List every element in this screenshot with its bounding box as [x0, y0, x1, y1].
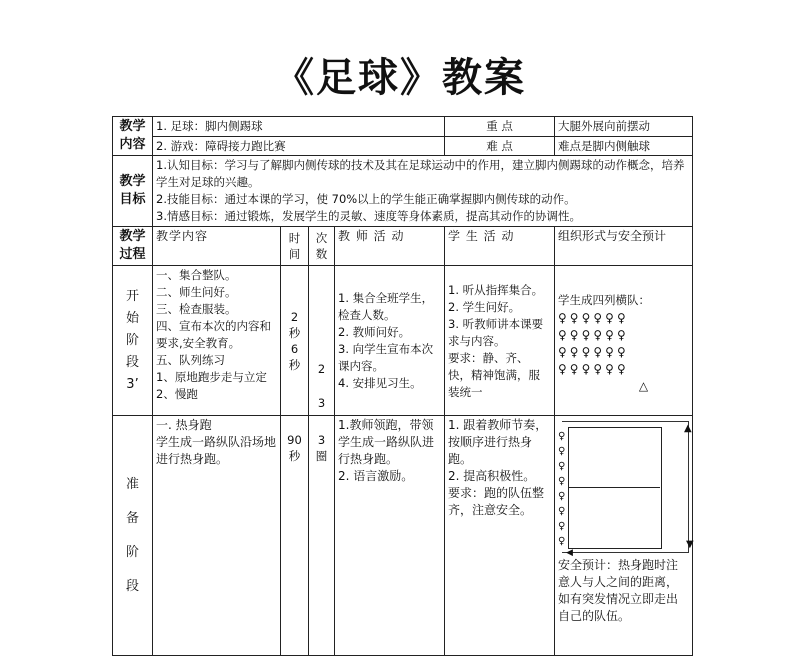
phase-start-label: 开 始 阶 段 3’ — [113, 266, 153, 416]
lesson-plan-table — [112, 116, 693, 656]
content-row-2 — [113, 136, 693, 156]
running-track-diagram — [558, 419, 694, 558]
goals-row — [113, 156, 693, 227]
header-organization: 组织形式与安全预计 — [555, 227, 693, 266]
field-halfway-line — [568, 487, 660, 488]
goals-label: 教学目标 — [113, 156, 153, 227]
content-label: 教学内容 — [113, 117, 153, 156]
header-teacher-activity: 教 师 活 动 — [335, 227, 445, 266]
phase-warmup-time: 90 秒 — [281, 416, 309, 656]
safety-note: 安全预计：热身跑时注意人与人之间的距离，如有突发情况立即走出自己的队伍。 — [558, 558, 679, 623]
content-item-2: 2. 游戏：障碍接力跑比赛 — [153, 136, 445, 156]
phase-warmup-student: 1. 跟着教师节奏，按顺序进行热身跑。 2. 提高积极性。 要求：跑的队伍整齐，注意安全。 — [445, 416, 555, 656]
goal-cognitive: 1.认知目标：学习与了解脚内侧传球的技术及其在足球运动中的作用，建立脚内侧踢球的动作概念，培养学生对足球的兴趣。 — [156, 158, 685, 189]
phase-warmup-row — [113, 416, 693, 656]
runners-column: ♀ ♀ ♀ ♀ ♀ ♀ ♀ ♀ — [558, 431, 566, 547]
difficulty-value: 难点是脚内侧触球 — [555, 136, 693, 156]
goal-emotional: 3.情感目标：通过锻炼，发展学生的灵敏、速度等身体素质，提高其动作的协调性。 — [156, 209, 581, 223]
goal-skill: 2.技能目标：通过本课的学习，使 70%以上的学生能正确掌握脚内侧传球的动作。 — [156, 192, 576, 206]
header-time: 时间 — [281, 227, 309, 266]
phase-warmup-organization — [555, 416, 693, 656]
content-row-1 — [113, 117, 693, 137]
content-item-1: 1. 足球：脚内侧踢球 — [153, 117, 445, 137]
arrow-up-icon: ▲ — [684, 423, 692, 434]
teacher-position-icon: △ — [638, 379, 649, 393]
document-title: 《足球》教案 — [274, 54, 526, 101]
phase-warmup-content: 一. 热身跑 学生成一路纵队沿场地进行热身跑。 — [153, 416, 281, 656]
process-header-row — [113, 227, 693, 266]
phase-start-content: 一、集合整队。 二、师生问好。 三、检查服装。 四、宣布本次的内容和要求,安全教育。 五、队列练习 1、原地跑步走与立定 2、慢跑 — [153, 266, 281, 416]
field-rectangle — [568, 427, 662, 549]
phase-warmup-label: 准 备 阶 段 — [113, 416, 153, 656]
formation-title: 学生成四列横队： — [558, 293, 651, 307]
header-teaching-content: 教学内容 — [153, 227, 281, 266]
header-count: 次数 — [309, 227, 335, 266]
goals-cell — [153, 156, 693, 227]
arrow-down-icon: ▼ — [686, 539, 694, 550]
phase-start-time: 2 秒 6 秒 — [281, 266, 309, 416]
phase-start-row — [113, 266, 693, 416]
phase-warmup-count: 3 圈 — [309, 416, 335, 656]
header-student-activity: 学 生 活 动 — [445, 227, 555, 266]
phase-start-count: 2 3 — [309, 266, 335, 416]
phase-start-organization — [555, 266, 693, 416]
phase-start-student: 1. 听从指挥集合。 2. 学生问好。 3. 听教师讲本课要求与内容。 要求：静、齐、快，精神饱满，服装统一 — [445, 266, 555, 416]
process-label: 教学过程 — [113, 227, 153, 266]
arrow-left-icon: ◀ — [566, 548, 573, 558]
difficulty-label: 难 点 — [445, 136, 555, 156]
key-point-value: 大腿外展向前摆动 — [555, 117, 693, 137]
phase-start-teacher: 1. 集合全班学生，检查人数。 2. 教师问好。 3. 向学生宣布本次课内容。 4. 安排见习生。 — [335, 266, 445, 416]
formation-diagram: ♀♀♀♀♀♀ ♀♀♀♀♀♀ ♀♀♀♀♀♀ ♀♀♀♀♀♀ — [558, 311, 629, 376]
phase-warmup-teacher: 1.教师领跑，带领学生成一路纵队进行热身跑。 2. 语言激励。 — [335, 416, 445, 656]
key-point-label: 重 点 — [445, 117, 555, 137]
